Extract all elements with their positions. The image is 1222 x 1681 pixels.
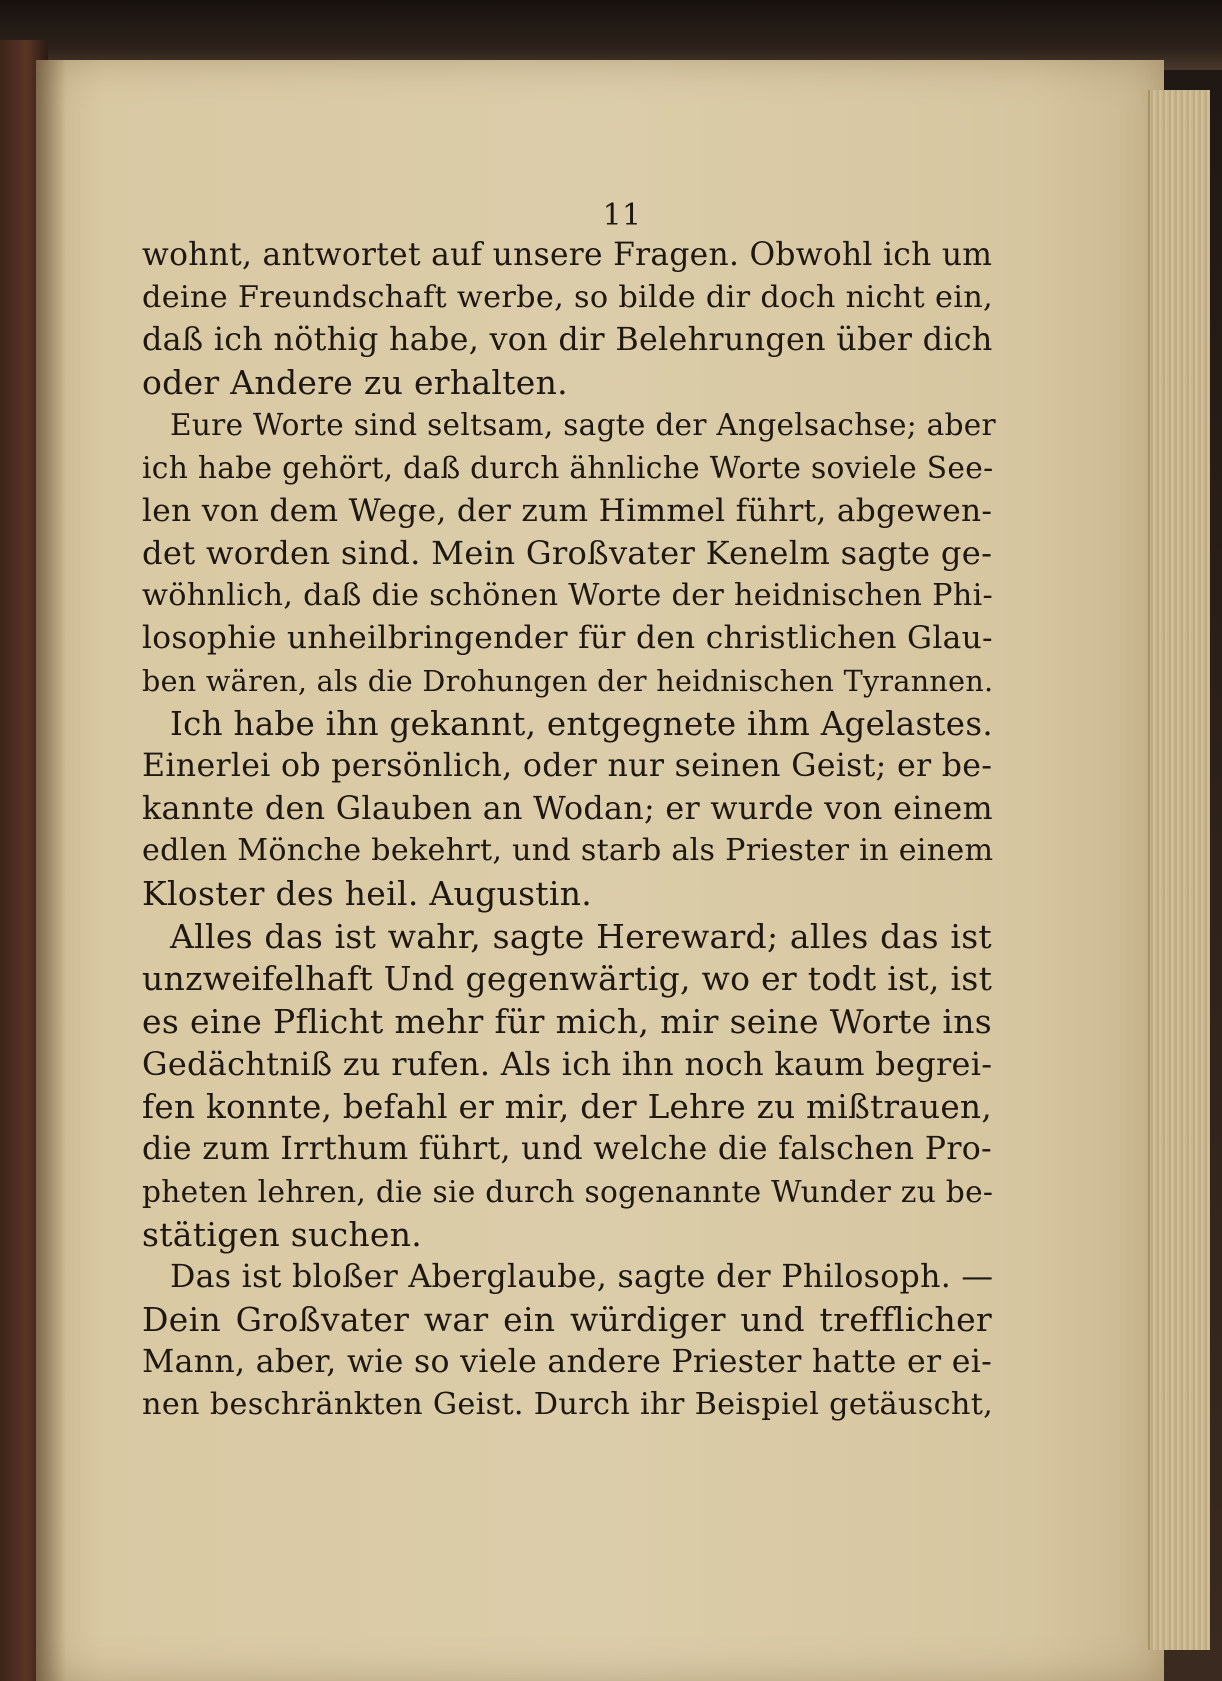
text-line: wöhnlich, daß die schönen Worte der heidnischen Phi- (142, 577, 994, 613)
text-line: stätigen suchen. (142, 1214, 423, 1254)
text-line: edlen Mönche bekehrt, und starb als Priester in einem (142, 833, 994, 869)
text-line: daß ich nöthig habe, von dir Belehrungen über dich (142, 322, 993, 359)
text-line: Eure Worte sind seltsam, sagte der Angelsachse; aber (170, 408, 996, 443)
text-line: Alles das ist wahr, sagte Hereward; alles das ist (170, 916, 992, 956)
text-line: ben wären, als die Drohungen der heidnischen Tyrannen. (142, 663, 994, 698)
text-lines (142, 234, 996, 1427)
text-line: Einerlei ob persönlich, oder nur seinen Geist; er be- (142, 748, 993, 785)
text-line: die zum Irrthum führt, und welche die falschen Pro- (142, 1131, 992, 1168)
text-line: wohnt, antwortet auf unsere Fragen. Obwohl ich um (142, 237, 993, 273)
text-line: fen konnte, befahl er mir, der Lehre zu mißtrauen, (142, 1087, 992, 1126)
text-line: deine Freundschaft werbe, so bilde dir doch nicht ein, (142, 279, 993, 315)
text-line: len von dem Wege, der zum Himmel führt, abgewen- (142, 492, 993, 529)
text-line: kannte den Glauben an Wodan; er wurde von einem (142, 790, 993, 827)
text-line: pheten lehren, die sie durch sogenannte Wunder zu be- (142, 1174, 994, 1210)
page-edges-stack (1148, 90, 1210, 1650)
text-line: Ich habe ihn gekannt, entgegnete ihm Agelastes. (170, 704, 993, 743)
text-line: oder Andere zu erhalten. (142, 362, 568, 402)
text-line: Kloster des heil. Augustin. (142, 873, 593, 913)
text-line: unzweifelhaft Und gegenwärtig, wo er todt ist, ist (142, 959, 993, 999)
text-line: det worden sind. Mein Großvater Kenelm sagte ge- (142, 534, 993, 573)
text-line: losophie unheilbringender für den christlichen Glau- (142, 620, 993, 657)
text-line: Dein Großvater war ein würdiger und trefflicher (142, 1299, 992, 1339)
text-line: nen beschränkten Geist. Durch ihr Beispiel getäuscht, (142, 1387, 994, 1423)
page-gutter-shadow (36, 60, 66, 1681)
text-line: ich habe gehört, daß durch ähnliche Worte soviele See- (142, 449, 994, 485)
text-line: Gedächtniß zu rufen. Als ich ihn noch kaum begrei- (142, 1045, 993, 1084)
text-line: Mann, aber, wie so viele andere Priester hatte er ei- (142, 1344, 993, 1381)
page-text-block (142, 196, 996, 1427)
text-line: Das ist bloßer Aberglaube, sagte der Philosoph. — (170, 1259, 994, 1296)
page-number: 11 (602, 198, 642, 233)
text-line: es eine Pflicht mehr für mich, mir seine Worte ins (142, 1001, 992, 1041)
